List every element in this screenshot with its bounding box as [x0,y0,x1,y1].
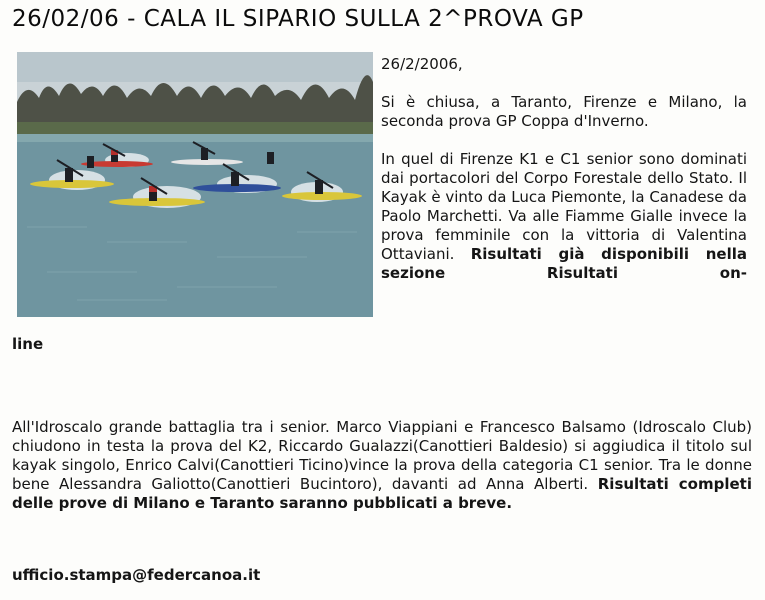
race-photo [17,52,373,317]
article-headline: 26/02/06 - CALA IL SIPARIO SULLA 2^PROVA GP [12,6,584,32]
paragraph-2-text: In quel di Firenze K1 e C1 senior sono dominati dai portacolori del Corpo Forestale dello Stato. Il Kayak è vinto da Luca Piemonte, la Canadese da Paolo Marchetti. Va alle Fiamme Gialle invece la prova femminile con la vittoria di Valentina Ottaviani. [381,150,747,263]
paragraph-2 [381,150,747,283]
paragraph-1: Si è chiusa, a Taranto, Firenze e Milano, la seconda prova GP Coppa d'Inverno. [381,93,747,130]
press-email[interactable]: ufficio.stampa@federcanoa.it [12,566,261,584]
paragraph-3 [12,418,752,513]
results-pending-note: Risultati completi delle prove di Milano e Taranto saranno pubblicati a breve. [12,475,752,512]
results-online-note: Risultati già disponibili nella sezione Risultati on- [381,245,747,282]
results-online-note-continued: line [12,335,44,353]
article-right-column [381,55,747,283]
kayak-race-image [17,52,373,317]
date-line: 26/2/2006, [381,55,463,73]
paragraph-3-text: All'Idroscalo grande battaglia tra i senior. Marco Viappiani e Francesco Balsamo (Idroscalo Club) chiudono in testa la prova del K2, Riccardo Gualazzi(Canottieri Baldesio) si aggiudica il titolo sul kayak singolo, Enrico Calvi(Canottieri Ticino)vince la prova della categoria C1 senior. Tra le donne bene Alessandra Galiotto(Canottieri Bucintoro), davanti ad Anna Alberti. [12,418,752,493]
